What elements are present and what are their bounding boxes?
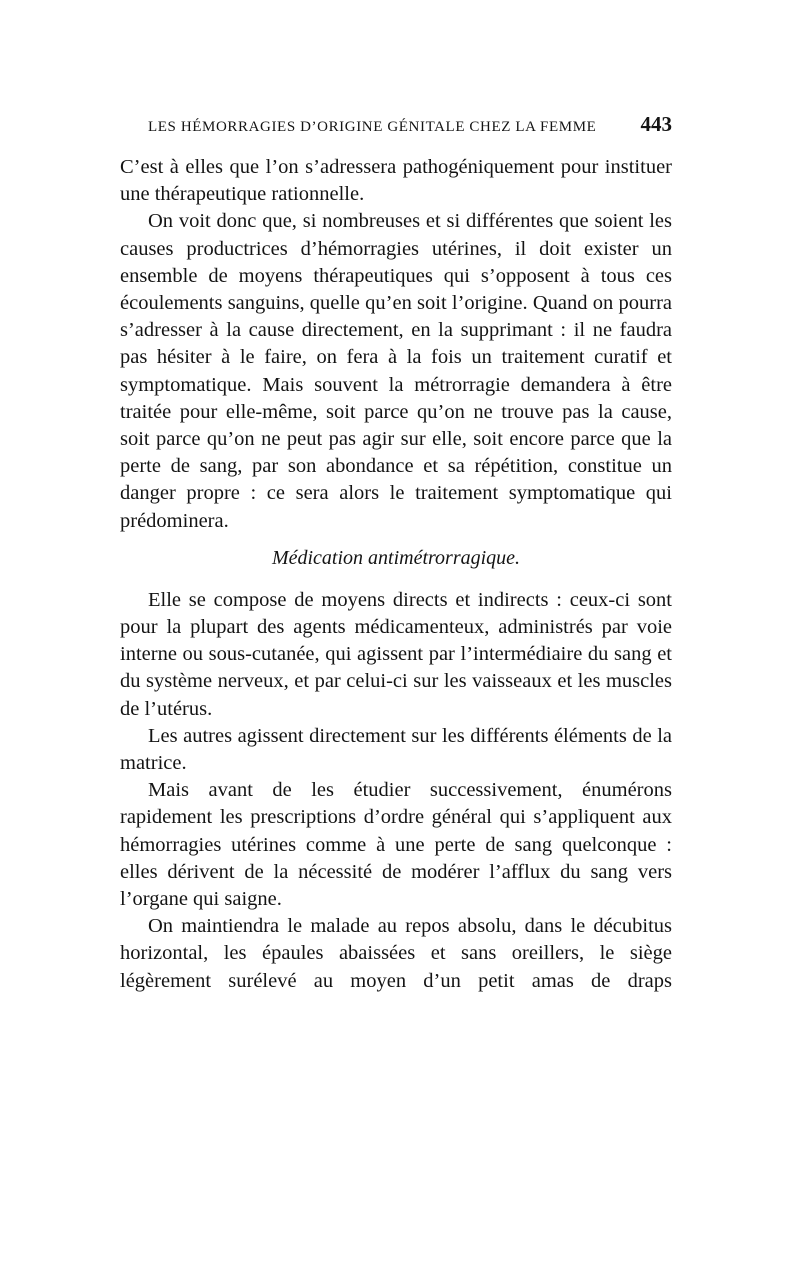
paragraph-4: Les autres agissent directement sur les différents éléments de la matrice. bbox=[120, 724, 672, 775]
running-title: LES HÉMORRAGIES D’ORIGINE GÉNITALE CHEZ LA FEMME bbox=[148, 119, 597, 135]
paragraph-5: Mais avant de les étudier successivement, énumérons rapidement les prescriptions d’ordre général qui s’appliquent aux hémorragies utérines comme à une perte de sang quelconque : elles dérivent de la nécessité de modérer l’afflux du sang vers l’organe qui saigne. bbox=[120, 779, 672, 911]
paragraph-1: C’est à elles que l’on s’adressera pathogéniquement pour instituer une thérapeutique rationnelle. bbox=[120, 156, 672, 206]
paragraph-2: On voit donc que, si nombreuses et si différentes que soient les causes productrices d’hémorragies utérines, il doit exister un ensemble de moyens thérapeutiques qui s’opposent à tous ces écoulements sanguins, quelle qu’en soit l’origine. Quand on pourra s’adresser à la cause directement, en la supprimant : il ne faudra pas hésiter à le faire, on fera à la fois un traitement curatif et symptomatique. Mais souvent la métrorragie demandera à être traitée pour elle-même, soit parce qu’on ne trouve pas la cause, soit parce qu’on ne peut pas agir sur elle, soit encore parce que la perte de sang, par son abondance et sa répétition, constitue un danger propre : ce sera alors le traitement symptomatique qui prédominera. bbox=[120, 210, 672, 532]
page-number: 443 bbox=[640, 112, 672, 136]
book-page bbox=[120, 112, 672, 995]
paragraph-3: Elle se compose de moyens directs et indirects : ceux-ci sont pour la plupart des agents médicamenteux, administrés par voie interne ou sous-cutanée, qui agissent par l’intermédiaire du sang et du système nerveux, et par celui-ci sur les vaisseaux et les muscles de l’utérus. bbox=[120, 588, 672, 720]
running-header bbox=[120, 112, 672, 142]
paragraph-6: On maintiendra le malade au repos absolu, dans le décubitus horizontal, les épaules abaissées et sans oreillers, le siège légèrement surélevé au moyen d’un petit amas de draps bbox=[120, 915, 672, 992]
section-heading: Médication antimétrorragique. bbox=[271, 546, 521, 569]
